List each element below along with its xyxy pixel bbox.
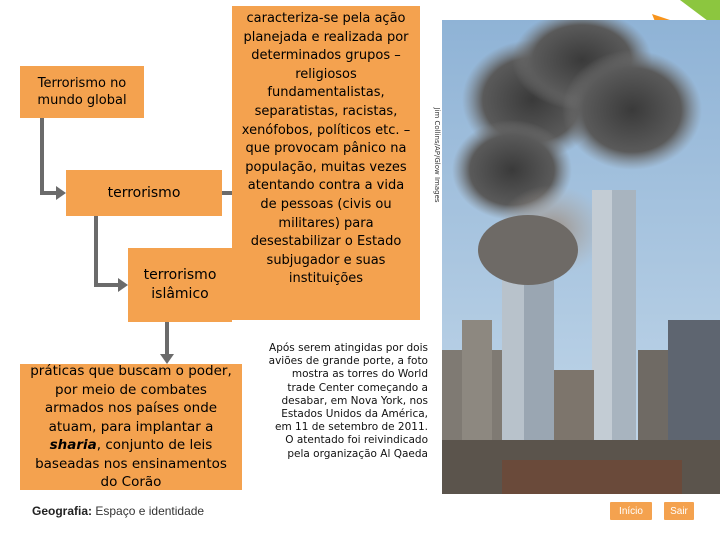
- praticas-box: [20, 364, 242, 490]
- definition-box: [232, 6, 420, 320]
- connector-line: [165, 322, 169, 356]
- inicio-button[interactable]: Início: [610, 502, 652, 520]
- slide-title-box: [20, 66, 144, 118]
- wtc-photo: [442, 20, 720, 494]
- footer-subject-title: Espaço e identidade: [95, 504, 205, 518]
- praticas-text: [26, 362, 236, 492]
- footer: [32, 504, 204, 518]
- arrow-head: [56, 186, 66, 200]
- connector-line: [40, 118, 44, 194]
- sair-button[interactable]: Sair: [664, 502, 694, 520]
- concept-terrorismo-box: [66, 170, 222, 216]
- footer-subject-label: Geografia:: [32, 504, 93, 518]
- concept-terrorismo-label: terrorismo: [107, 185, 181, 201]
- praticas-text-end: , conjunto de leis baseadas nos ensinamentos do Corão: [35, 437, 227, 491]
- photo-credit-text: Jim Collins/AP/Glow Images: [433, 107, 441, 203]
- definition-text: caracteriza-se pela ação planejada e realizada por determinados grupos – religiosos fundamentalistas, separatistas, racistas, xenófobos, políticos etc. – que provocam pânico na população, muitas vezes atentando contra a vida de pessoas (civis ou militares) para desestabilizar o Estado subjugador e suas instituições: [241, 11, 411, 287]
- praticas-text-start: práticas que buscam o poder, por meio de combates armados nos países onde atuam, para implantar a: [30, 363, 232, 435]
- photo-caption: Após serem atingidas por dois aviões de grande porte, a foto mostra as torres do World trade Center começando a desabar, em Nova York, nos Estados Unidos da América, em 11 de setembro de 2011. O atentado foi reivindicado pela organização Al Qaeda: [268, 342, 428, 460]
- concept-islamico-label: terrorismo islâmico: [143, 267, 217, 302]
- connector-line: [94, 283, 120, 287]
- sharia-term: sharia: [49, 437, 97, 454]
- connector-line: [94, 216, 98, 286]
- concept-islamico-box: [128, 248, 232, 322]
- slide-title: Terrorismo no mundo global: [37, 76, 127, 108]
- arrow-head: [118, 278, 128, 292]
